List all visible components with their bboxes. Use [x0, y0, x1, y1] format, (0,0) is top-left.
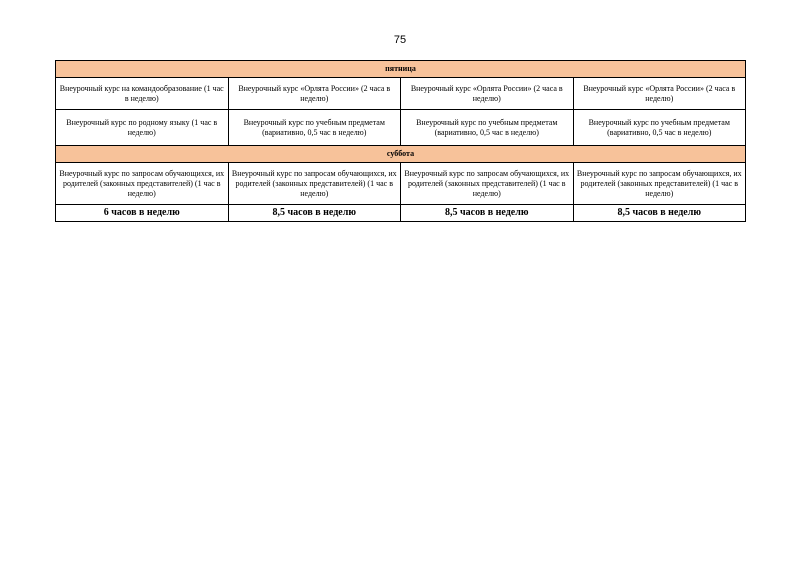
- day-header-row-saturday: [56, 146, 746, 163]
- total-cell: 6 часов в неделю: [56, 205, 229, 222]
- table-cell: Внеурочный курс «Орлята России» (2 часа в неделю): [401, 78, 574, 110]
- total-cell: 8,5 часов в неделю: [573, 205, 746, 222]
- totals-row: [56, 205, 746, 222]
- table-cell: Внеурочный курс по запросам обучающихся, их родителей (законных представителей) (1 час в неделю): [228, 163, 401, 205]
- table-row: [56, 78, 746, 110]
- total-cell: 8,5 часов в неделю: [401, 205, 574, 222]
- schedule-table: [55, 60, 746, 222]
- day-header-saturday: суббота: [56, 146, 746, 163]
- table-cell: Внеурочный курс по учебным предметам (вариативно, 0,5 час в неделю): [573, 110, 746, 146]
- table-cell: Внеурочный курс по учебным предметам (вариативно, 0,5 час в неделю): [228, 110, 401, 146]
- table-cell: Внеурочный курс по учебным предметам (вариативно, 0,5 час в неделю): [401, 110, 574, 146]
- page-number: 75: [393, 34, 407, 46]
- day-header-friday: пятница: [56, 61, 746, 78]
- table-cell: Внеурочный курс по запросам обучающихся, их родителей (законных представителей) (1 час в неделю): [401, 163, 574, 205]
- day-header-row-friday: [56, 61, 746, 78]
- table-row: [56, 110, 746, 146]
- total-cell: 8,5 часов в неделю: [228, 205, 401, 222]
- table-cell: Внеурочный курс на командообразование (1 час в неделю): [56, 78, 229, 110]
- table-row: [56, 163, 746, 205]
- table-cell: Внеурочный курс «Орлята России» (2 часа в неделю): [573, 78, 746, 110]
- table-cell: Внеурочный курс по запросам обучающихся, их родителей (законных представителей) (1 час в неделю): [56, 163, 229, 205]
- table-cell: Внеурочный курс по запросам обучающихся, их родителей (законных представителей) (1 час в неделю): [573, 163, 746, 205]
- table-cell: Внеурочный курс по родному языку (1 час в неделю): [56, 110, 229, 146]
- table-cell: Внеурочный курс «Орлята России» (2 часа в неделю): [228, 78, 401, 110]
